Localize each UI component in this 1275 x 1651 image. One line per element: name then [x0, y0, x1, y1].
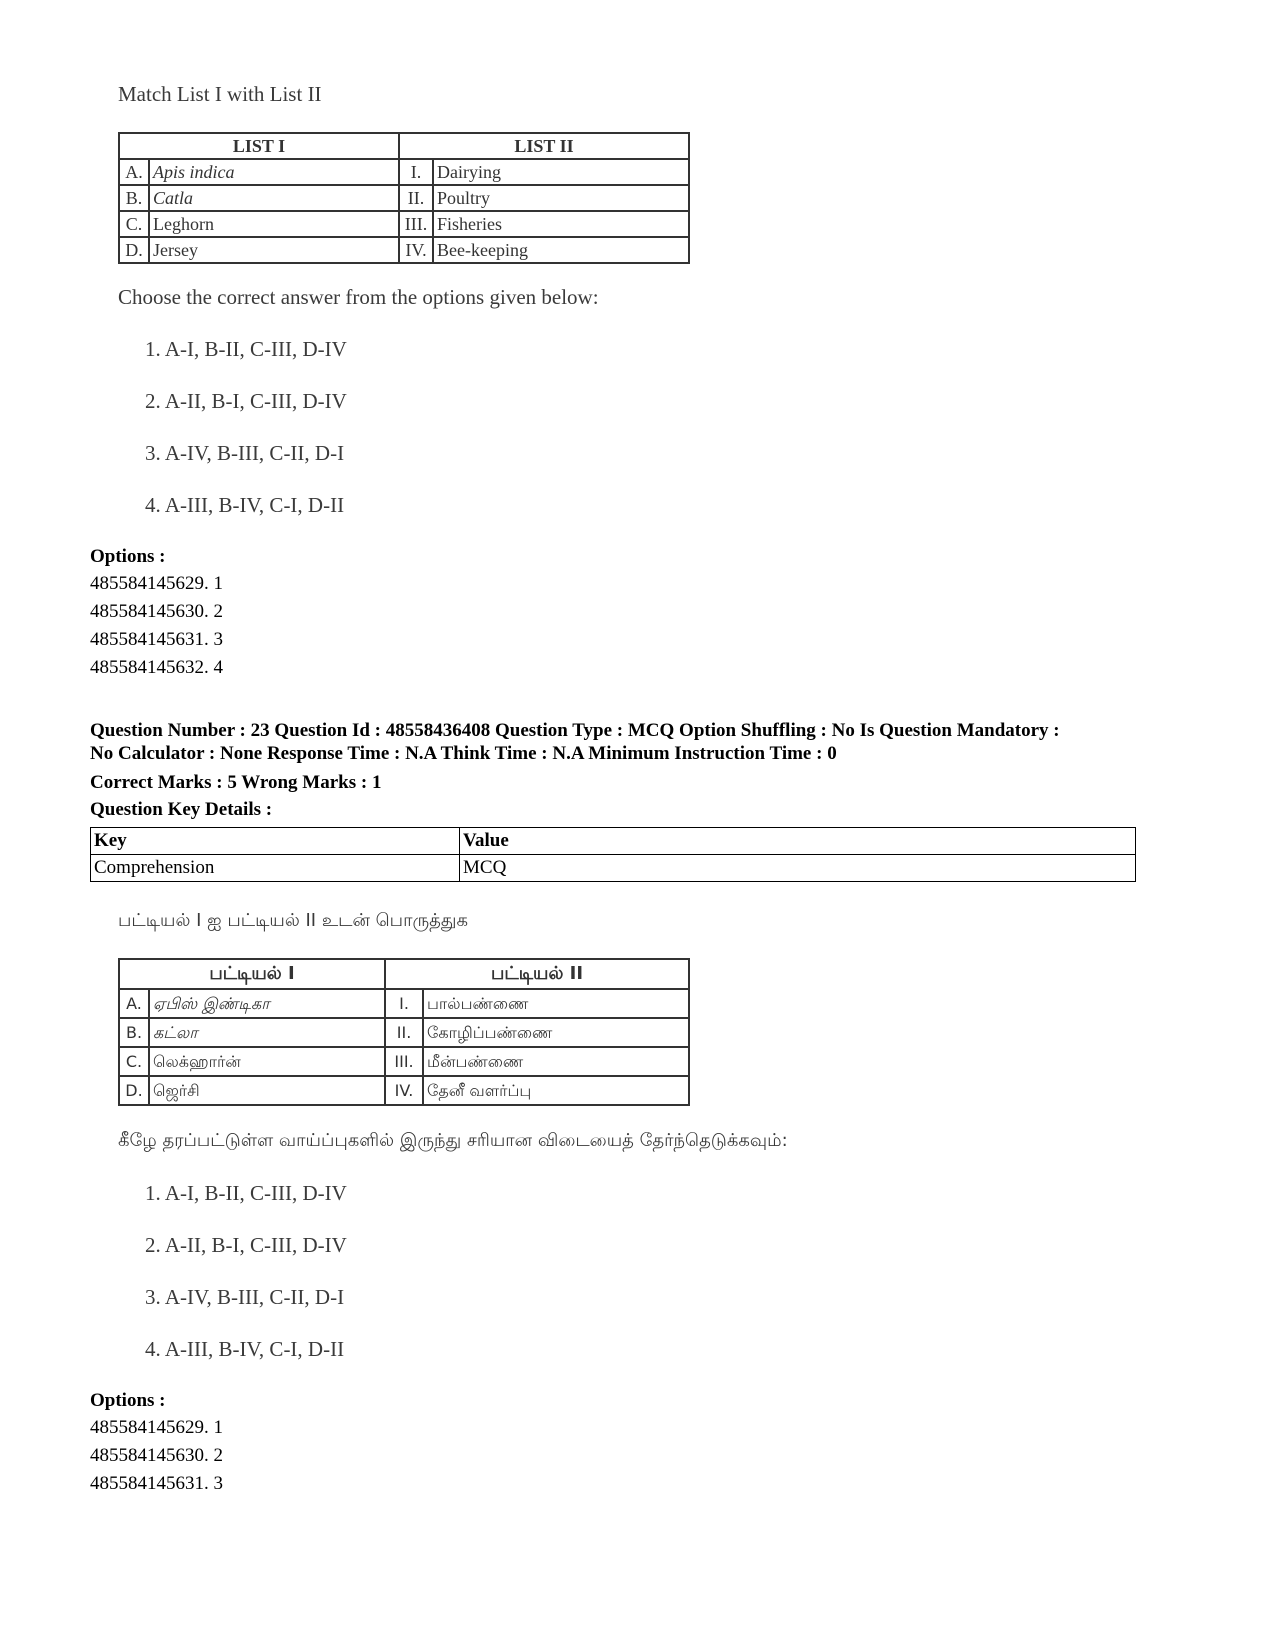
- option-item: 485584145632. 4: [90, 657, 223, 678]
- marks-line: Correct Marks : 5 Wrong Marks : 1: [90, 772, 382, 793]
- list-i-header: பட்டியல் I: [119, 959, 385, 989]
- option-item: 485584145630. 2: [90, 601, 223, 622]
- table-row: [119, 1076, 689, 1105]
- choice-item: 1. A-I, B-II, C-III, D-IV: [145, 337, 347, 361]
- table-row: [119, 237, 689, 263]
- row-label: IV.: [385, 1076, 423, 1105]
- list-ii-cell: பால்பண்ணை: [423, 989, 689, 1018]
- list-i-cell: கட்லா: [149, 1018, 385, 1047]
- list-ii-cell: கோழிப்பண்ணை: [423, 1018, 689, 1047]
- table-row: [119, 211, 689, 237]
- option-item: 485584145631. 3: [90, 629, 223, 650]
- row-label: III.: [385, 1047, 423, 1076]
- choice-item: 1. A-I, B-II, C-III, D-IV: [145, 1181, 347, 1205]
- list-ii-cell: தேனீ வளர்ப்பு: [423, 1076, 689, 1105]
- row-label: A.: [119, 989, 149, 1018]
- list-i-cell: ஜெர்சி: [149, 1076, 385, 1105]
- table-row: [91, 855, 1136, 882]
- row-label: I.: [385, 989, 423, 1018]
- table-row: [119, 159, 689, 185]
- row-label: D.: [119, 237, 149, 263]
- options-label: Options :: [90, 546, 166, 567]
- row-label: I.: [399, 159, 433, 185]
- row-label: II.: [385, 1018, 423, 1047]
- match-table-tamil: [118, 958, 690, 1106]
- table-row: [119, 1047, 689, 1076]
- list-i-cell: லெக்ஹார்ன்: [149, 1047, 385, 1076]
- choose-instruction: Choose the correct answer from the options given below:: [118, 285, 599, 309]
- options-label: Options :: [90, 1390, 166, 1411]
- row-label: IV.: [399, 237, 433, 263]
- choice-item: 4. A-III, B-IV, C-I, D-II: [145, 493, 345, 517]
- list-ii-header: பட்டியல் II: [385, 959, 689, 989]
- key-cell: Comprehension: [91, 855, 460, 882]
- match-instruction: Match List I with List II: [118, 82, 322, 106]
- row-label: D.: [119, 1076, 149, 1105]
- row-label: C.: [119, 211, 149, 237]
- row-label: B.: [119, 1018, 149, 1047]
- list-i-cell: Catla: [149, 185, 399, 211]
- list-i-cell: Jersey: [149, 237, 399, 263]
- option-item: 485584145629. 1: [90, 573, 223, 594]
- list-ii-cell: மீன்பண்ணை: [423, 1047, 689, 1076]
- list-ii-cell: Dairying: [433, 159, 689, 185]
- question-meta-line1: Question Number : 23 Question Id : 48558436408 Question Type : MCQ Option Shuffling : No Is Question Mandatory :: [90, 720, 1060, 741]
- row-label: A.: [119, 159, 149, 185]
- list-ii-cell: Fisheries: [433, 211, 689, 237]
- choose-instruction-tamil: கீழே தரப்பட்டுள்ள வாய்ப்புகளில் இருந்து சரியான விடையைத் தேர்ந்தெடுக்கவும்:: [118, 1130, 788, 1151]
- list-ii-header: LIST II: [399, 133, 689, 159]
- list-i-cell: Leghorn: [149, 211, 399, 237]
- table-row: [119, 1018, 689, 1047]
- list-i-cell: ஏபிஸ் இண்டிகா: [149, 989, 385, 1018]
- choice-item: 3. A-IV, B-III, C-II, D-I: [145, 1285, 345, 1309]
- table-row: [119, 989, 689, 1018]
- list-ii-cell: Bee-keeping: [433, 237, 689, 263]
- row-label: C.: [119, 1047, 149, 1076]
- choice-item: 2. A-II, B-I, C-III, D-IV: [145, 389, 347, 413]
- row-label: III.: [399, 211, 433, 237]
- match-table-english: [118, 132, 690, 264]
- list-i-header: LIST I: [119, 133, 399, 159]
- row-label: B.: [119, 185, 149, 211]
- option-item: 485584145631. 3: [90, 1473, 223, 1494]
- value-header: Value: [460, 828, 1136, 855]
- match-instruction-tamil: பட்டியல் I ஐ பட்டியல் II உடன் பொருத்துக: [118, 910, 468, 931]
- list-ii-cell: Poultry: [433, 185, 689, 211]
- row-label: II.: [399, 185, 433, 211]
- key-details-table: [90, 827, 1136, 882]
- choice-item: 4. A-III, B-IV, C-I, D-II: [145, 1337, 345, 1361]
- option-item: 485584145629. 1: [90, 1417, 223, 1438]
- table-row: [119, 185, 689, 211]
- key-details-label: Question Key Details :: [90, 799, 273, 820]
- key-header: Key: [91, 828, 460, 855]
- question-meta-line2: No Calculator : None Response Time : N.A Think Time : N.A Minimum Instruction Time : 0: [90, 743, 837, 764]
- value-cell: MCQ: [460, 855, 1136, 882]
- list-i-cell: Apis indica: [149, 159, 399, 185]
- option-item: 485584145630. 2: [90, 1445, 223, 1466]
- choice-item: 2. A-II, B-I, C-III, D-IV: [145, 1233, 347, 1257]
- choice-item: 3. A-IV, B-III, C-II, D-I: [145, 441, 345, 465]
